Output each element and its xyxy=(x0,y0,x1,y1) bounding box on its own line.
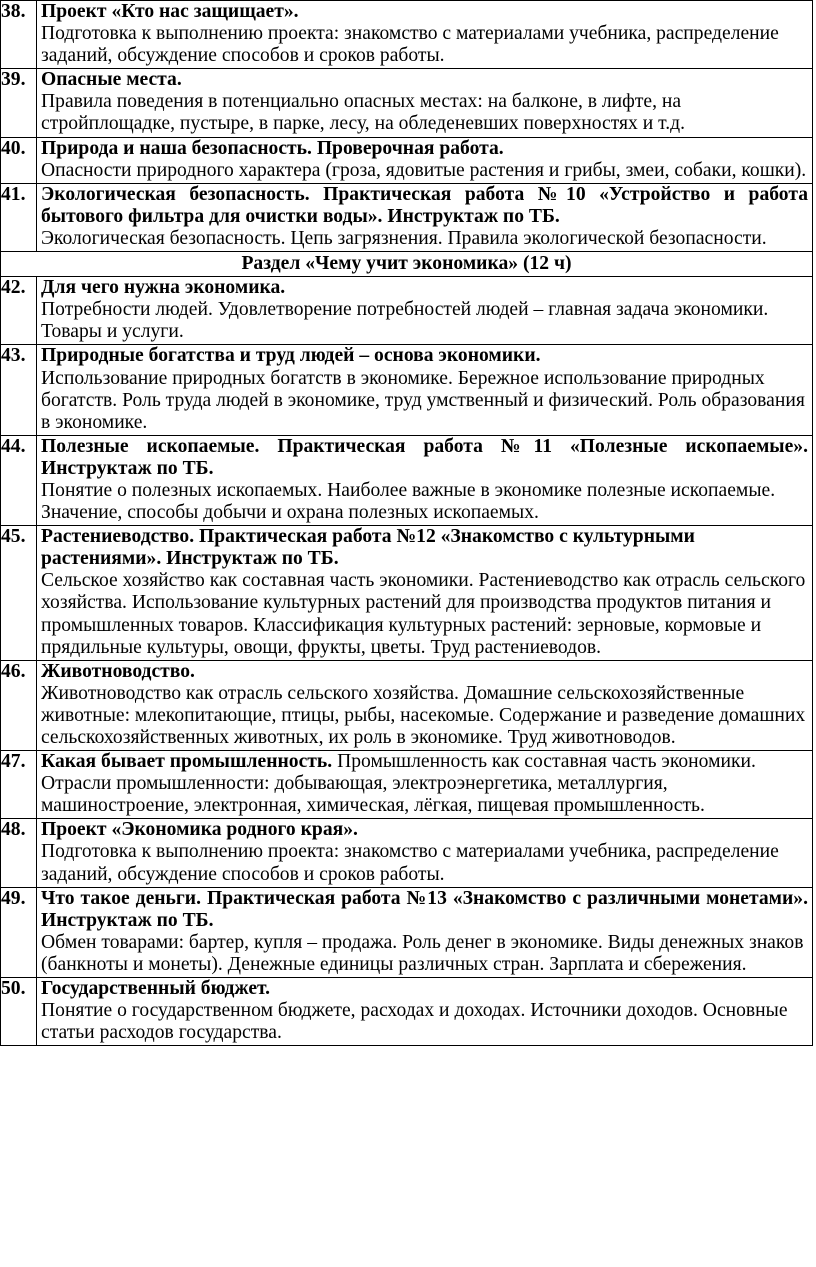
lesson-number: 42. xyxy=(1,277,37,345)
lesson-content xyxy=(37,345,813,435)
lesson-title: Животноводство. xyxy=(41,660,195,682)
table-row xyxy=(1,819,813,887)
lesson-content xyxy=(37,183,813,251)
lesson-title: Растениеводство. Практическая работа №12 «Знакомство с культурными растениями». Инструктаж по ТБ. xyxy=(41,526,695,570)
table-row xyxy=(1,137,813,183)
section-heading: Раздел «Чему учит экономика» (12 ч) xyxy=(1,252,813,277)
lesson-description: Обмен товарами: бартер, купля – продажа. Роль денег в экономике. Виды денежных знаков (банкноты и монеты). Денежные единицы различных стран. Зарплата и сбережения. xyxy=(41,931,804,975)
lesson-description: Опасности природного характера (гроза, ядовитые растения и грибы, змеи, собаки, кошки). xyxy=(41,159,807,181)
lesson-title: Полезные ископаемые. Практическая работа №11 «Полезные ископаемые». Инструктаж по ТБ. xyxy=(41,435,808,479)
lesson-number: 41. xyxy=(1,183,37,251)
table-row xyxy=(1,660,813,750)
lesson-content xyxy=(37,887,813,977)
lesson-content xyxy=(37,137,813,183)
lesson-content xyxy=(37,819,813,887)
lesson-description: Подготовка к выполнению проекта: знакомство с материалами учебника, распределение заданий, обсуждение способов и сроков работы. xyxy=(41,841,779,885)
lesson-description: Промышленность как составная часть экономики. Отрасли промышленности: добывающая, электроэнергетика, металлургия, машиностроение, электронная, химическая, лёгкая, пищевая промышленность. xyxy=(41,751,756,817)
lesson-number: 48. xyxy=(1,819,37,887)
lesson-title: Государственный бюджет. xyxy=(41,978,271,1000)
lesson-content xyxy=(37,526,813,661)
lesson-title: Экологическая безопасность. Практическая работа №10 «Устройство и работа бытового фильтра для очистки воды». Инструктаж по ТБ. xyxy=(41,183,808,227)
lesson-description: Экологическая безопасность. Цепь загрязнения. Правила экологической безопасности. xyxy=(41,227,767,249)
lesson-number: 38. xyxy=(1,1,37,69)
lesson-title: Природные богатства и труд людей – основа экономики. xyxy=(41,345,541,367)
table-row xyxy=(1,1,813,69)
lesson-content xyxy=(37,660,813,750)
lesson-description: Сельское хозяйство как составная часть экономики. Растениеводство как отрасль сельского хозяйства. Использование культурных растений для производства продуктов питания и промышленных товаров. Классификация культурных растений: зерновые, кормовые и прядильные культуры, овощи, фрукты, цветы. Труд растениеводов. xyxy=(41,570,806,658)
lesson-description: Потребности людей. Удовлетворение потребностей людей – главная задача экономики. Товары и услуги. xyxy=(41,299,769,343)
table-row xyxy=(1,345,813,435)
lesson-number: 44. xyxy=(1,435,37,525)
lesson-content xyxy=(37,751,813,819)
lesson-content xyxy=(37,1,813,69)
lesson-number: 45. xyxy=(1,526,37,661)
table-row xyxy=(1,69,813,137)
lesson-number: 49. xyxy=(1,887,37,977)
lesson-number: 40. xyxy=(1,137,37,183)
table-row xyxy=(1,435,813,525)
table-row xyxy=(1,526,813,661)
table-row xyxy=(1,183,813,251)
table-row xyxy=(1,978,813,1046)
lesson-title: Для чего нужна экономика. xyxy=(41,277,286,299)
section-row xyxy=(1,252,813,277)
lesson-description: Понятие о государственном бюджете, расходах и доходах. Источники доходов. Основные статьи расходов государства. xyxy=(41,1000,788,1044)
lesson-content xyxy=(37,69,813,137)
lesson-number: 50. xyxy=(1,978,37,1046)
lesson-content xyxy=(37,435,813,525)
lesson-description: Подготовка к выполнению проекта: знакомство с материалами учебника, распределение заданий, обсуждение способов и сроков работы. xyxy=(41,23,779,67)
lesson-title: Опасные места. xyxy=(41,69,182,91)
lesson-content xyxy=(37,978,813,1046)
lesson-description: Понятие о полезных ископаемых. Наиболее важные в экономике полезные ископаемые. Значение, способы добычи и охрана полезных ископаемых. xyxy=(41,479,776,524)
table-row xyxy=(1,277,813,345)
lesson-title: Проект «Экономика родного края». xyxy=(41,819,358,841)
lesson-title: Что такое деньги. Практическая работа №13 «Знакомство с различными монетами». Инструктаж по ТБ. xyxy=(41,887,808,931)
lesson-title: Какая бывает промышленность. xyxy=(41,751,333,773)
lesson-number: 47. xyxy=(1,751,37,819)
lesson-description: Правила поведения в потенциально опасных местах: на балконе, в лифте, на стройплощадке, пустыре, в парке, лесу, на обледеневших поверхностях и т.д. xyxy=(41,91,685,135)
lesson-number: 46. xyxy=(1,660,37,750)
lesson-description: Животноводство как отрасль сельского хозяйства. Домашние сельскохозяйственные животные: млекопитающие, птицы, рыбы, насекомые. Содержание и разведение домашних сельскохозяйственных животных, их роль в экономике. Труд животноводов. xyxy=(41,682,806,748)
lesson-content xyxy=(37,277,813,345)
lesson-title: Проект «Кто нас защищает». xyxy=(41,1,299,22)
lesson-number: 43. xyxy=(1,345,37,435)
lesson-title: Природа и наша безопасность. Проверочная работа. xyxy=(41,137,504,159)
table-row xyxy=(1,751,813,819)
lesson-description: Использование природных богатств в экономике. Бережное использование природных богатств. Роль труда людей в экономике, труд умственный и физический. Роль образования в экономике. xyxy=(41,367,805,433)
table-row xyxy=(1,887,813,977)
lesson-number: 39. xyxy=(1,69,37,137)
